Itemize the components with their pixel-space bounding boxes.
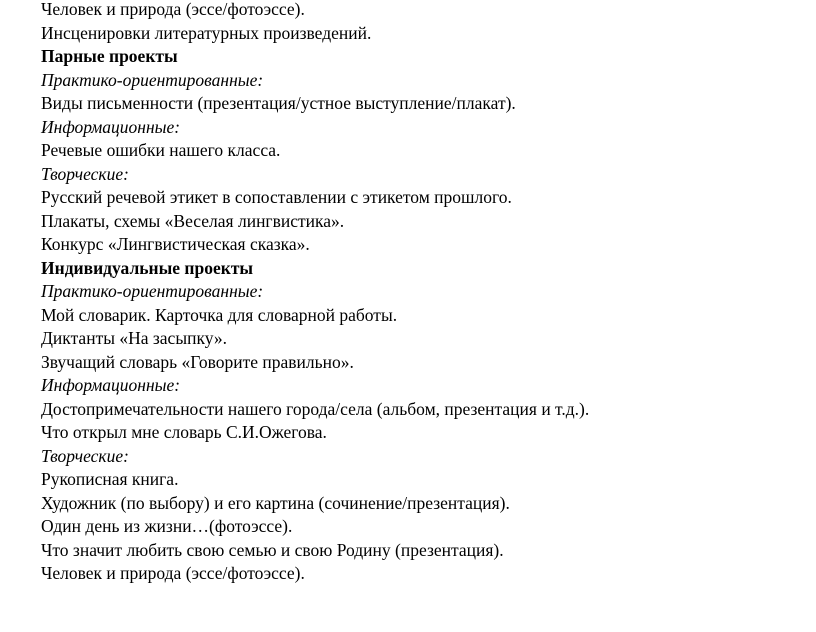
- category-label: Практико-ориентированные:: [41, 281, 264, 301]
- project-item: Русский речевой этикет в сопоставлении с этикетом прошлого.: [41, 187, 512, 207]
- project-item: Мой словарик. Карточка для словарной работы.: [41, 304, 398, 325]
- project-item: Виды письменности (презентация/устное выступление/плакат).: [41, 93, 516, 113]
- project-item: Что значит любить свою семью и свою Родину (презентация).: [41, 539, 504, 560]
- project-item: Рукописная книга.: [41, 469, 179, 489]
- project-item: Диктанты «На засыпку».: [41, 328, 228, 348]
- project-item: Один день из жизни…(фотоэссе).: [41, 516, 293, 536]
- category-label: Информационные:: [41, 375, 181, 395]
- project-item: Человек и природа (эссе/фотоэссе).: [41, 563, 305, 583]
- project-item: Звучащий словарь «Говорите правильно».: [41, 351, 354, 372]
- project-item: Человек и природа (эссе/фотоэссе).: [41, 0, 305, 19]
- category-label: Информационные:: [41, 116, 181, 137]
- project-item: Что открыл мне словарь С.И.Ожегова.: [41, 422, 327, 442]
- project-item: Художник (по выбору) и его картина (сочинение/презентация).: [41, 492, 510, 513]
- project-item: Конкурс «Лингвистическая сказка».: [41, 234, 310, 254]
- section-heading: Парные проекты: [41, 46, 178, 66]
- section-heading: Индивидуальные проекты: [41, 257, 254, 278]
- project-item: Речевые ошибки нашего класса.: [41, 140, 281, 160]
- project-item: Достопримечательности нашего города/села (альбом, презентация и т.д.).: [41, 398, 590, 419]
- document-page: [41, 0, 801, 586]
- project-item: Плакаты, схемы «Веселая лингвистика».: [41, 210, 345, 231]
- project-item: Инсценировки литературных произведений.: [41, 22, 372, 43]
- category-label: Творческие:: [41, 445, 129, 466]
- category-label: Практико-ориентированные:: [41, 69, 264, 90]
- category-label: Творческие:: [41, 163, 129, 184]
